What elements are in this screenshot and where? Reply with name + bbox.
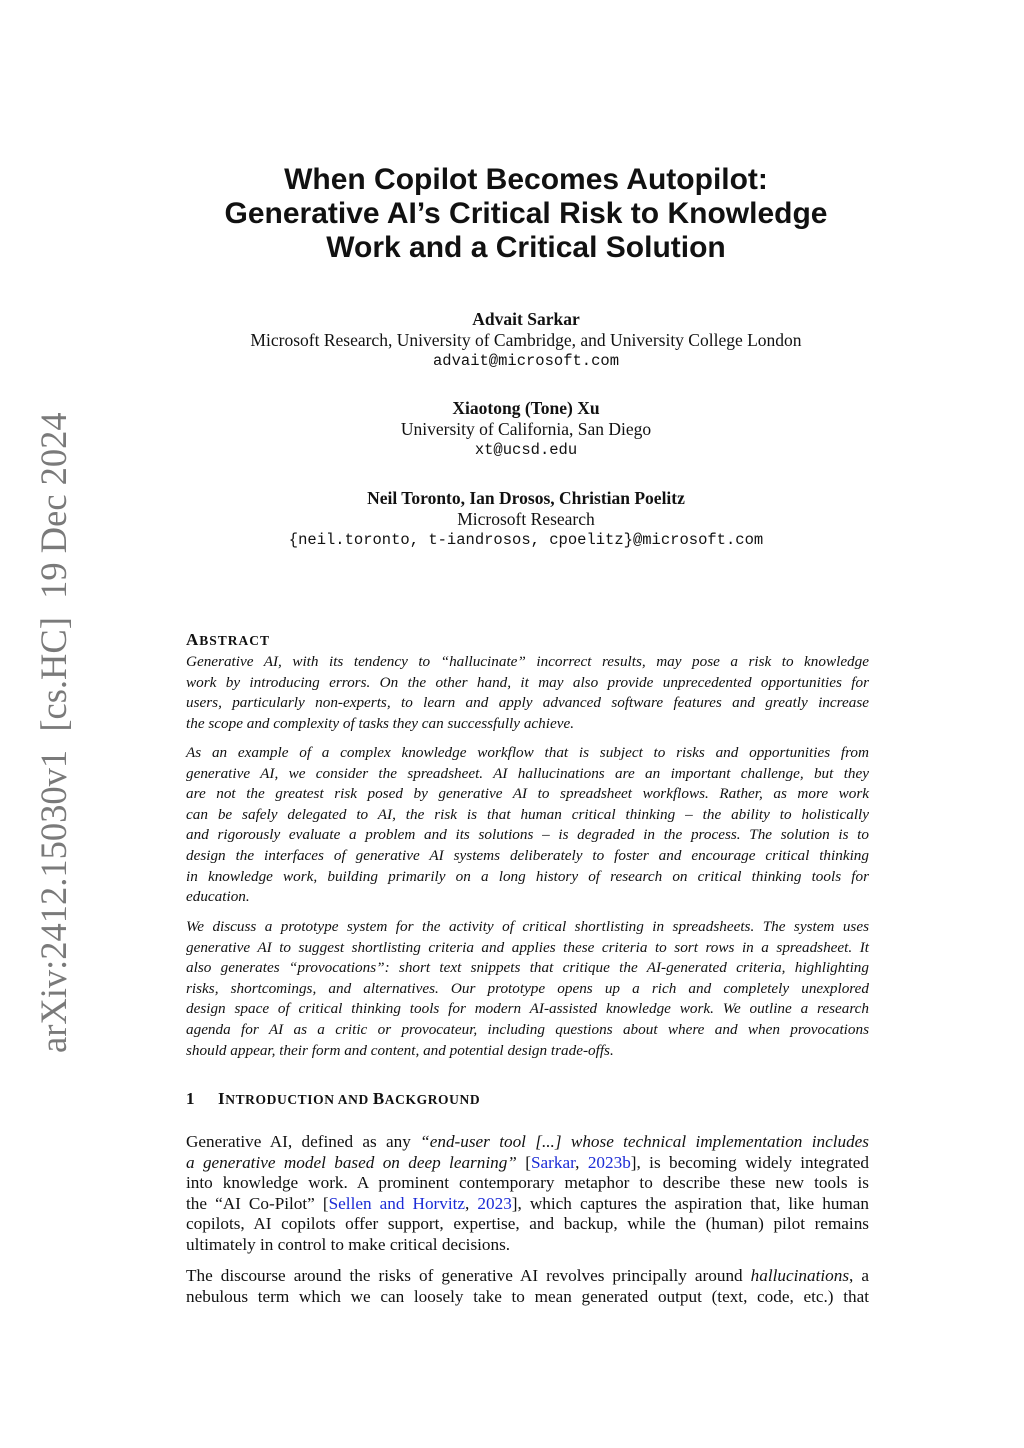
section-heading-introduction: 1 INTRODUCTION AND BACKGROUND (186, 1089, 481, 1108)
abstract-heading: ABSTRACT (186, 630, 271, 649)
citation-link[interactable]: 2023 (477, 1193, 512, 1213)
author-affiliation: Microsoft Research, University of Cambridge, and University College London (250, 330, 802, 350)
author-block-3 (120, 488, 932, 551)
paper-title (120, 163, 932, 265)
intro-paragraph-1: Generative AI, defined as any “end-user tool [...] whose technical implementation includes a generative model based on deep learning” [Sarkar, 2023b], is becoming widely integrated into knowledge work. A prominent contemporary metaphor to describe these new tools is the “AI Co-Pilot” [Sellen and Horvitz, 2023], which captures the aspiration that, like human copilots, AI copilots offer support, expertise, and backup, while the (human) pilot remains ultimately in control to make critical decisions. (186, 1132, 870, 1254)
citation-link[interactable]: Sellen and Horvitz (328, 1193, 466, 1213)
title-line: When Copilot Becomes Autopilot: (284, 163, 768, 196)
citation-link[interactable]: Sarkar (530, 1152, 576, 1172)
author-name: Advait Sarkar (472, 309, 580, 329)
author-affiliation: Microsoft Research (457, 509, 595, 529)
author-block-1 (120, 309, 932, 372)
author-email[interactable]: advait@microsoft.com (432, 352, 620, 370)
abstract-paragraph-1: Generative AI, with its tendency to “hallucinate” incorrect results, may pose a risk to knowledge work by introducing errors. On the other hand, it may also provide unprecedented opportunities for users, particularly non-experts, to learn and apply advanced software features and greatly increase the scope and complexity of tasks they can successfully achieve. (186, 653, 869, 732)
author-affiliation: University of California, San Diego (400, 419, 652, 439)
title-line: Generative AI’s Critical Risk to Knowledge (224, 197, 828, 230)
author-block-2 (120, 398, 932, 461)
author-email[interactable]: {neil.toronto, t-iandrosos, cpoelitz}@microsoft.com (288, 531, 764, 549)
author-name: Xiaotong (Tone) Xu (452, 398, 600, 418)
abstract-paragraph-2: As an example of a complex knowledge workflow that is subject to risks and opportunities from generative AI, we consider the spreadsheet. AI hallucinations are an important challenge, but they are not the greatest risk posed by generative AI to spreadsheet workflows. Rather, as more work can be safely delegated to AI, the risk is that human critical thinking – the ability to holistically and rigorously evaluate a problem and its solutions – is degraded in the process. The solution is to design the interfaces of generative AI systems deliberately to foster and encourage critical thinking in knowledge work, building primarily on a long history of research on critical thinking tools for education. (186, 744, 869, 906)
abstract-paragraph-3: We discuss a prototype system for the activity of critical shortlisting in spreadsheets. The system uses generative AI to suggest shortlisting criteria and applies these criteria to sort rows in a spreadsheet. It also generates “provocations”: short text snippets that critique the AI-generated criteria, highlighting risks, shortcomings, and alternatives. Our prototype opens up a rich and completely unexplored design space of critical thinking tools for modern AI-assisted knowledge work. We outline a research agenda for AI as a critic or provocateur, including questions about where and when provocations should appear, their form and content, and potential design trade-offs. (186, 918, 869, 1059)
arxiv-identifier-stamp: arXiv:2412.15030v1 [cs.HC] 19 Dec 2024 (33, 412, 74, 1053)
author-name: Neil Toronto, Ian Drosos, Christian Poelitz (367, 488, 685, 508)
title-line: Work and a Critical Solution (326, 231, 726, 264)
intro-paragraph-2: The discourse around the risks of generative AI revolves principally around hallucinations, a nebulous term which we can loosely take to mean generated output (text, code, etc.) that (186, 1266, 869, 1306)
citation-link[interactable]: 2023b (587, 1152, 631, 1172)
author-email[interactable]: xt@ucsd.edu (474, 441, 578, 459)
